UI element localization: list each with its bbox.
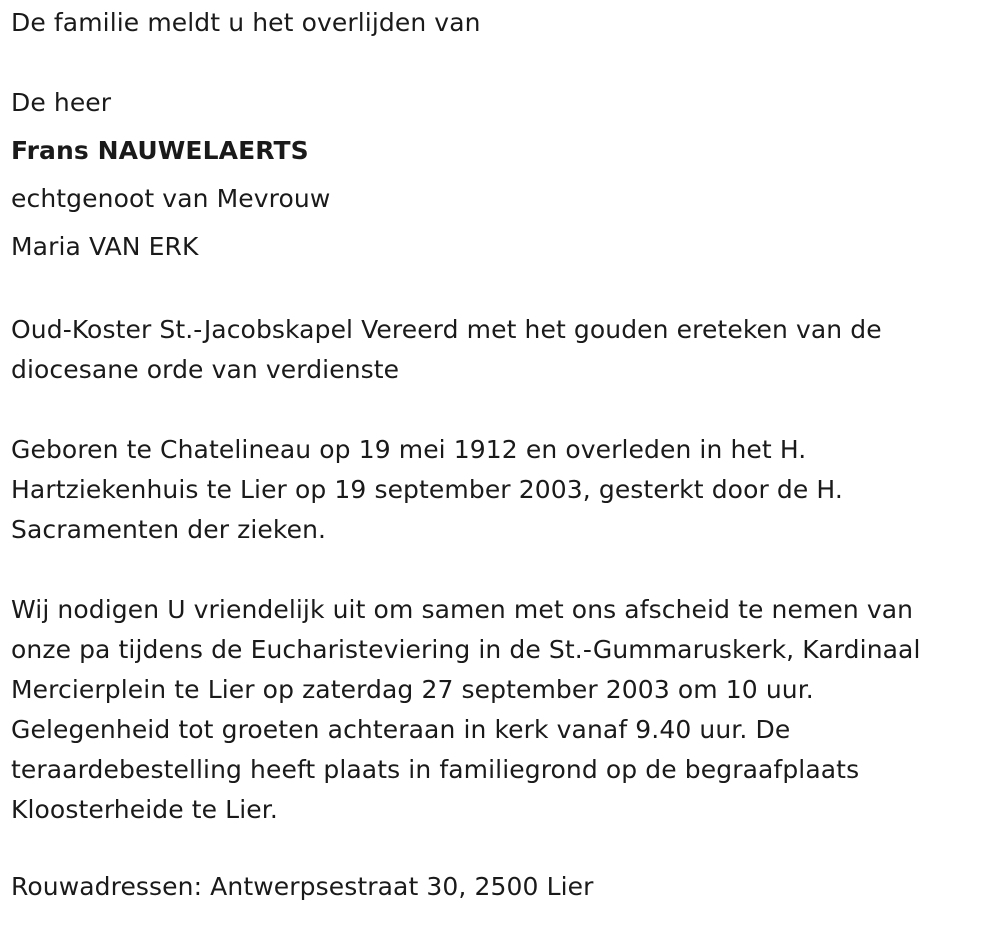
service-line: Gelegenheid tot groeten achteraan in kerk vanaf 9.40 uur. De <box>11 715 791 744</box>
birth-death-line: Sacramenten der zieken. <box>11 515 327 544</box>
service-line: teraardebestelling heeft plaats in familiegrond op de begraafplaats <box>11 755 860 784</box>
birth-death-line: Geboren te Chatelineau op 19 mei 1912 en overleden in het H. <box>11 435 807 464</box>
spouse-label: echtgenoot van Mevrouw <box>11 184 331 213</box>
function-paragraph <box>11 310 986 390</box>
intro-text: De familie meldt u het overlijden van <box>11 8 481 37</box>
deceased-name: Frans NAUWELAERTS <box>11 136 309 165</box>
service-line: Wij nodigen U vriendelijk uit om samen met ons afscheid te nemen van <box>11 595 914 624</box>
service-paragraph <box>11 590 986 830</box>
spouse-name: Maria VAN ERK <box>11 232 199 261</box>
service-line: Kloosterheide te Lier. <box>11 795 278 824</box>
birth-death-paragraph <box>11 430 986 550</box>
service-line: Mercierplein te Lier op zaterdag 27 september 2003 om 10 uur. <box>11 675 814 704</box>
honorific-title: De heer <box>11 88 112 117</box>
function-line: Oud-Koster St.-Jacobskapel Vereerd met het gouden ereteken van de <box>11 315 882 344</box>
service-line: onze pa tijdens de Eucharisteviering in de St.-Gummaruskerk, Kardinaal <box>11 635 921 664</box>
function-line: diocesane orde van verdienste <box>11 355 400 384</box>
birth-death-line: Hartziekenhuis te Lier op 19 september 2003, gesterkt door de H. <box>11 475 843 504</box>
mourning-address: Rouwadressen: Antwerpsestraat 30, 2500 Lier <box>11 872 594 901</box>
